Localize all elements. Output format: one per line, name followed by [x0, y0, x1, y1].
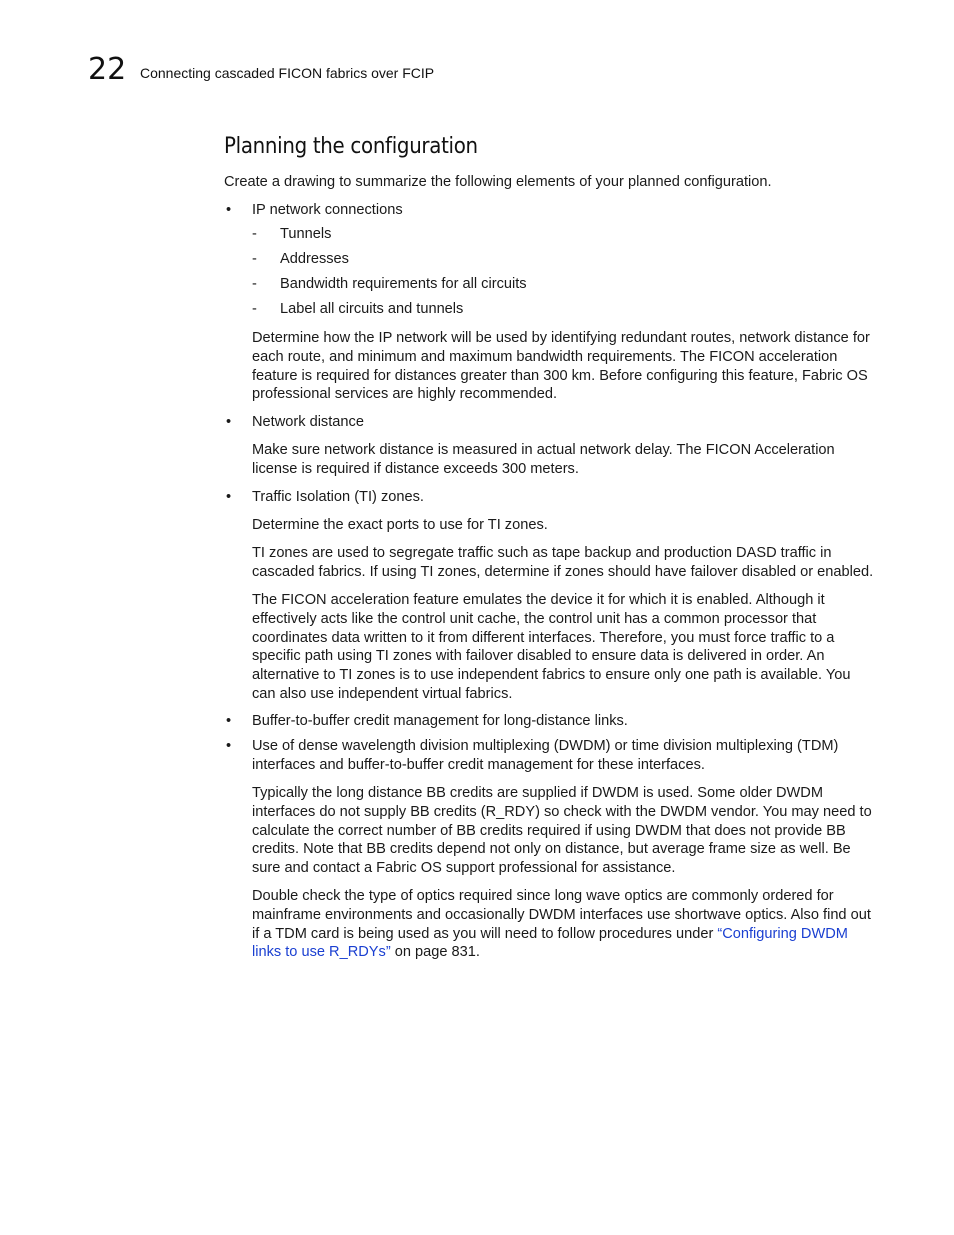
body-paragraph: Typically the long distance BB credits are supplied if DWDM is used. Some older DWDM interfaces do not supply BB credits (R_RDY) so check with the DWDM vendor. You may need to calculate the correct number of BB credits required if using DWDM that does not provide BB credits. Note that BB credits depend not only on distance, but average frame size as well. Be sure and contact a Fabric OS support professional for assistance. [252, 785, 872, 876]
dash-icon: - [252, 276, 257, 293]
sub-list-item-label: Label all circuits and tunnels [280, 301, 464, 318]
body-paragraph: Determine how the IP network will be used by identifying redundant routes, network distance for each route, and minimum and maximum bandwidth requirements. The FICON acceleration feature is required for distances greater than 300 km. Before configuring this feature, Fabric OS professional services are highly recommended. [252, 330, 870, 403]
bullet-icon: • [226, 738, 232, 755]
bullet-icon: • [226, 488, 232, 505]
body-paragraph: Make sure network distance is measured in actual network delay. The FICON Acceleration license is required if distance exceeds 300 meters. [252, 442, 835, 477]
section-title: Planning the configuration [224, 134, 478, 159]
sub-list-item [252, 250, 874, 269]
list-item [224, 201, 874, 404]
bullet-icon: • [226, 201, 232, 218]
sub-list-item-label: Tunnels [280, 226, 332, 243]
chapter-title: Connecting cascaded FICON fabrics over FCIP [140, 65, 435, 81]
bullet-icon: • [226, 713, 232, 730]
intro-paragraph: Create a drawing to summarize the following elements of your planned configuration. [224, 174, 772, 190]
body-paragraph [252, 887, 874, 962]
body-text: on page 831. [390, 944, 480, 961]
cross-reference-link[interactable]: “Configuring DWDM links to use R_RDYs” [252, 925, 848, 961]
dash-icon: - [252, 251, 257, 268]
sub-list-item [252, 300, 874, 319]
list-item-label: Buffer-to-buffer credit management for long-distance links. [252, 713, 628, 730]
list-item [224, 712, 874, 731]
bullet-icon: • [226, 413, 232, 430]
chapter-number: 22 [88, 52, 127, 87]
list-item-label: Use of dense wavelength division multiplexing (DWDM) or time division multiplexing (TDM) interfaces and buffer-to-buffer credit management for these interfaces. [252, 738, 839, 773]
dash-icon: - [252, 301, 257, 318]
bullet-list [224, 201, 874, 962]
list-item-label: Network distance [252, 413, 364, 430]
list-item [224, 737, 874, 962]
body-paragraph: The FICON acceleration feature emulates the device it for which it is enabled. Although it effectively acts like the control unit cache, the control unit has a common processor that coordinates data written to it from different interfaces. Therefore, you must force traffic to a specific path using TI zones with failover disabled to ensure data is delivered in order. An alternative to TI zones is to use independent fabrics to ensure only one path is available. You can also use independent virtual fabrics. [252, 592, 851, 702]
sub-list [252, 225, 874, 319]
dash-icon: - [252, 226, 257, 243]
main-content [224, 132, 874, 968]
body-paragraph: TI zones are used to segregate traffic such as tape backup and production DASD traffic in cascaded fabrics. If using TI zones, determine if zones should have failover disabled or enabled. [252, 545, 874, 580]
sub-list-item [252, 275, 874, 294]
sub-list-item-label: Bandwidth requirements for all circuits [280, 276, 527, 293]
list-item-label: Traffic Isolation (TI) zones. [252, 488, 424, 505]
list-item [224, 413, 874, 479]
list-item [224, 488, 874, 704]
list-item-label: IP network connections [252, 201, 403, 218]
body-paragraph: Determine the exact ports to use for TI zones. [252, 516, 548, 533]
sub-list-item [252, 225, 874, 244]
sub-list-item-label: Addresses [280, 251, 349, 268]
body-text: Double check the type of optics required since long wave optics are commonly ordered for mainframe environments and occasionally DWDM interfaces use shortwave optics. Also find out if a TDM card is being used as you will need to follow procedures under [252, 888, 871, 942]
